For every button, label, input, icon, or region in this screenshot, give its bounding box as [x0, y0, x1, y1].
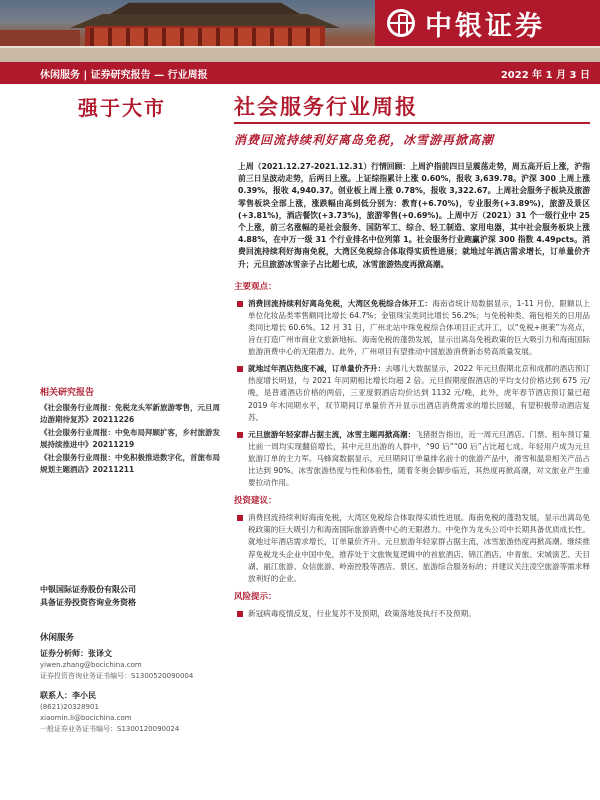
risk-body: 新冠病毒疫情反复，行业复苏不及预期，政策落地及执行不及预期。 [248, 608, 476, 618]
viewpoint-item [234, 363, 590, 423]
contact-phone: (8621)20328901 [40, 703, 99, 711]
report-date: 2022 年 1 月 3 日 [500, 69, 590, 81]
investment-body: 消费回流持续利好海南免税，大湾区免税综合体取得实质性进展。海南免税的蓬勃发展，显示出离岛免税政策的巨大吸引力和海南国际旅游消费中心的无限潜力。中免作为龙头公司中长期具备优质成长性。就地过年酒店需求增长，订单量价齐升。元旦旅游年轻家群占据主流，冰雪旅游热度再掀高潮。继续推荐免税龙头企业中国中免，推荐处于文旅恢复逻辑中的首旅酒店、锦江酒店、中青旅、宋城演艺、天目湖、丽江旅游、众信旅游、岭南控股等酒店、景区、旅游综合服务标的；并建议关注凌空旅游等需求释放利好的企业。 [248, 513, 590, 583]
analyst-cert: 证券投资咨询业务证书编号：S1300520090004 [40, 672, 194, 680]
boc-logo-icon [387, 9, 415, 37]
investment-heading: 投资建议： [234, 496, 277, 507]
banner-roof-upper [110, 0, 300, 14]
related-reports [40, 385, 220, 477]
viewpoint-lead: 就地过年酒店热度不减，订单量价齐升： [248, 364, 386, 374]
risk-item [234, 608, 590, 620]
banner-columns [90, 28, 320, 46]
investment-item [234, 512, 590, 585]
viewpoint-body: 去哪儿大数据显示，2022 年元旦假期北京和成都的酒店预订热度增长明显，与 2021 年同期相比增长均超 2 倍。元旦假期度假酒店的平均支付价格达到 675 元/晚，是普通酒店价格的两倍，三亚度假酒店均价达到 1132 元/晚，此外，虎年春节酒店预订量已超 2019 年木同期水平，双节期间订单量价齐升显示出酒店消费需求的增长回暖，有望积极带动酒店复苏。 [248, 364, 590, 422]
analyst-name: 证券分析师：张译文 [40, 649, 112, 658]
risk-heading: 风险提示： [234, 591, 277, 602]
related-reports-title: 相关研究报告 [40, 388, 95, 398]
viewpoint-item [234, 298, 590, 358]
contact-block [40, 633, 220, 735]
license-statement: 中银国际证券股份有限公司 具备证券投资咨询业务资格 [40, 585, 136, 607]
industry-label: 休闲服务 [40, 633, 75, 643]
related-report-item: 《社会服务行业周报：免税龙头军新旅游零售，元旦周边游期待复苏》20211226 [40, 403, 220, 424]
contact-name: 联系人：李小民 [40, 691, 96, 700]
report-subtitle: 消费回流持续利好离岛免税，冰雪游再掀高潮 [234, 133, 495, 147]
related-report-item: 《社会服务行业周报：中免积极推进数字化，首旅布局规划主题酒店》20211211 [40, 453, 220, 474]
main-content [234, 161, 590, 625]
title-divider [234, 122, 590, 124]
industry-rating: 强于大市 [78, 96, 166, 120]
analyst-email: yiwen.zhang@bocichina.com [40, 661, 142, 669]
market-review-paragraph: 上周（2021.12.27-2021.12.31）行情回顾：上周沪指前四日呈震荡走势，周五高开后上涨，沪指前三日呈波动走势，后两日上涨。上证综指累计上涨 0.60%，报收 3,639.78。沪深 300 上周上涨 0.39%，报收 4,940.37。创业板上周上涨 0.78%，报收 3,322.67。上周社会服务子板块及旅游零售板块全部上涨，涨跌幅由高到低分别为：教育(+6.70%)，专业服务(+3.89%)，旅游及景区(+3.81%)，酒店餐饮(+3.73%)，旅游零售(+0.69%)。上周中万（2021）31 个一级行业中 25 个上涨，前三名涨幅的是社会服务、国防军工、综合、轻工制造、家用电器，其中社会服务板块上涨 4.88%，在中万一级 31 个行业排名中位列第 1。社会服务行业跑赢沪深 300 指数 4.49pcts。消费回流持续利好海南免税，大湾区免税综合体取得实质性进展；就地过年酒店需求增长，订单量价齐升；元旦旅游冰雪亲子占比超七成，冰雪旅游热度再掀高潮。 [238, 162, 590, 269]
viewpoint-body: 飞猪报告指出，近一周元旦酒店、门票、租车预订量比前一周均实现翻倍增长，其中元旦出游的人群中，“90 后”“00 后”占比超七成。年轻用户成为元旦旅游订单的主力军。马蜂窝数据显示，元旦期间订单量排名前十的旅游产品中，滑雪和温泉相关产品占比达到 90%。冰雪旅游热度与性和体验性，随着冬奥会脚步临近，其热度再掀高潮，对文旅业产生重要拉动作用。 [248, 429, 590, 488]
report-category: 休闲服务 | 证券研究报告 — 行业周报 [40, 69, 208, 81]
meta-bar [0, 62, 600, 84]
related-report-item: 《社会服务行业周报：中免布局拜顾扩客，乡村旅游发展持续推进中》20211219 [40, 428, 220, 449]
contact-cert: 一般证券业务证书编号：S1300120090024 [40, 725, 180, 733]
viewpoint-lead: 元旦旅游年轻家群占据主流，冰雪主题再掀高潮： [248, 429, 416, 439]
contact-email: xiaomin.li@bocichina.com [40, 714, 132, 722]
viewpoint-body: 海南省统计局数据显示，1-11 月份，限额以上单位化妆品类零售额同比增长 64.7%；金银珠宝类同比增长 56.2%；与免税种类、箱包相关的日用品类同比增长 60.6%。12 月 31 日，广州北站中珠免税综合体项目正式开工，以“免税+奥莱”为亮点，旨在打造广州市商业文旅新地标。海南免税的蓬勃发展，显示出离岛免税政策的巨大吸引力和海南国际旅游消费中心的无限潜力。此外，广州项目有望推动中国旅游消费新态势高质量发展。 [248, 298, 590, 357]
report-title: 社会服务行业周报 [234, 94, 418, 119]
header-banner [0, 0, 600, 62]
viewpoints-heading: 主要观点： [234, 281, 277, 292]
viewpoint-item [234, 429, 590, 489]
brand-block [375, 0, 600, 46]
banner-base [0, 48, 600, 62]
viewpoint-lead: 消费回流持续利好离岛免税，大湾区免税综合体开工： [248, 298, 433, 308]
brand-name: 中银证券 [425, 10, 545, 42]
